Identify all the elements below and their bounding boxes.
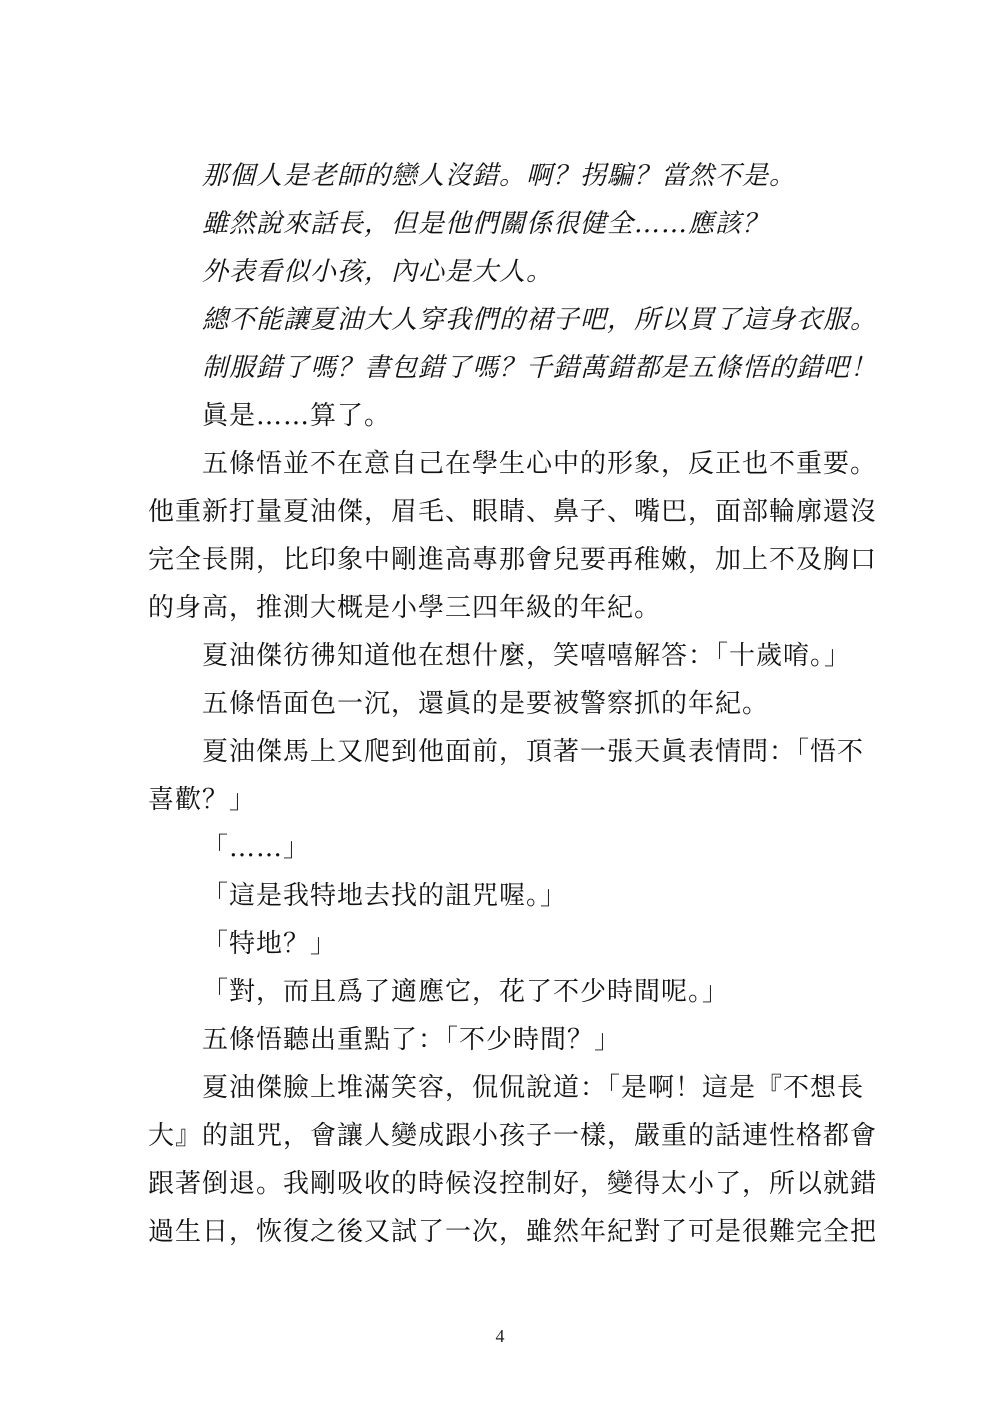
text-line: 總不能讓夏油大人穿我們的裙子吧，所以買了這身衣服。 [202,305,878,335]
text-line: 「對，而且爲了適應它，花了不少時間呢。」 [202,977,730,1007]
text-line: 夏油傑臉上堆滿笑容，侃侃說道：「是啊！這是『不想長 [202,1073,865,1103]
body-text [148,152,878,1256]
text-line: 大』的詛咒，會讓人變成跟小孩子一樣，嚴重的話連性格都會 [148,1121,878,1151]
text-line: 他重新打量夏油傑，眉毛、眼睛、鼻子、嘴巴，面部輪廓還沒 [148,497,878,527]
text-line: 完全長開，比印象中剛進高專那會兒要再稚嫩，加上不及胸口 [148,545,878,575]
text-line: 那個人是老師的戀人沒錯。啊？拐騙？當然不是。 [202,161,797,191]
text-line: 五條悟面色一沉，還眞的是要被警察抓的年紀。 [202,689,770,719]
text-line: 跟著倒退。我剛吸收的時候沒控制好，變得太小了，所以就錯 [148,1169,878,1199]
text-line: 過生日，恢復之後又試了一次，雖然年紀對了可是很難完全把 [148,1217,878,1247]
text-line: 夏油傑彷彿知道他在想什麼，笑嘻嘻解答：「十歲唷。」 [202,641,852,671]
text-line: 制服錯了嗎？書包錯了嗎？千錯萬錯都是五條悟的錯吧！ [202,353,878,383]
text-line: 眞是……算了。 [202,401,392,431]
page-number: 4 [495,1326,505,1346]
text-line: 「……」 [202,833,311,863]
text-line: 外表看似小孩，內心是大人。 [202,257,554,287]
text-line: 喜歡？」 [148,785,257,815]
text-line: 「特地？」 [202,929,338,959]
text-line: 五條悟並不在意自己在學生心中的形象，反正也不重要。 [202,449,878,479]
text-line: 五條悟聽出重點了：「不少時間？」 [202,1025,622,1055]
text-line: 「這是我特地去找的詛咒喔。」 [202,881,568,911]
text-line: 的身高，推測大概是小學三四年級的年紀。 [148,593,662,623]
text-line: 夏油傑馬上又爬到他面前，頂著一張天眞表情問：「悟不 [202,737,865,767]
text-line: 雖然說來話長，但是他們關係很健全……應該？ [202,209,770,239]
